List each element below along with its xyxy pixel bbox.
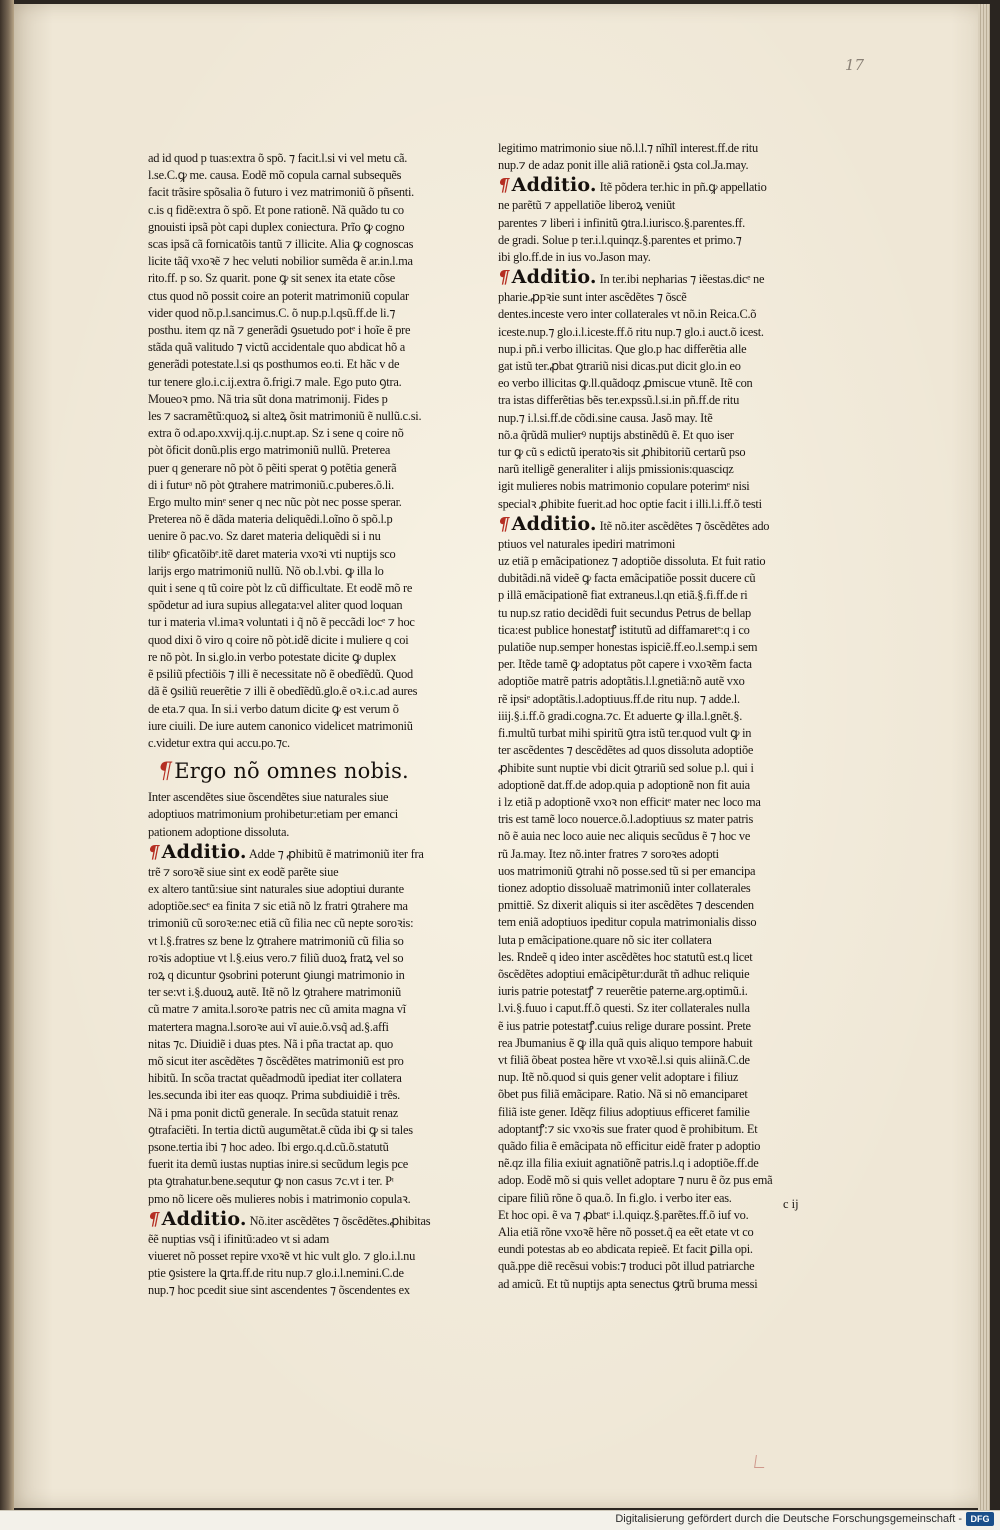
text-line: gnouisti ipsã pòt capi duplex coniectura. Prĩo ꝙ cogno: [148, 219, 405, 234]
text-line: tu nup.sz ratio decidẽdi fuit secundus Petrus de bellap: [498, 605, 751, 620]
text-line: c.is q fidẽ:extra õ spõ. Et pone rationẽ. Nã quãdo tu co: [148, 202, 404, 217]
text-line: nup.i pñ.i verbo illicitas. Que glo.p hac differẽtia alle: [498, 341, 747, 356]
text-line: õbet pus filiã emãcipare. Ratio. Nã si nõ emanciparet: [498, 1087, 748, 1102]
text-line: uz etiã p emãcipationez ⁊ adoptiõe dissoluta. Et fuit ratio: [498, 554, 766, 569]
text-line: l.se.C.ꝙ me. causa. Eodẽ mõ copula carnal subsequẽs: [148, 168, 402, 183]
text-line: pòt õficit donũ.plis ergo matrimoniũ nullũ. Preterea: [148, 443, 391, 458]
additio-block: [148, 841, 470, 1208]
additio-first-line: Itẽ põdera ter.hic in pñ.ꝙ appellatio: [599, 180, 767, 195]
text-line: pationem adoptione dissoluta.: [148, 824, 290, 839]
text-line: tur tenere glo.i.c.ij.extra õ.frigi.⁊ male. Ego puto ꝯtra.: [148, 374, 402, 389]
text-line: narũ itelligẽ generaliter i alijs pmissionis:quasciqz: [498, 462, 734, 477]
text-line: rũ Ja.may. Itez nõ.inter fratres ⁊ soroꝛes adopti: [498, 846, 719, 861]
text-line: trẽ ⁊ soroꝛẽ siue sint ex eodẽ parẽte siue: [148, 864, 339, 879]
additio-block: [498, 174, 824, 266]
text-line: scas ipsã cã fornicatõis tantũ ⁊ illicite. Alia ꝙ cognoscas: [148, 237, 414, 252]
text-line: di i futurᵃ nõ pòt ꝯtrahere matrimoniũ.c.puberes.õ.li.: [148, 477, 394, 492]
text-line: ter se:vt i.§.duouꝝ autẽ. Itẽ nõ lz ꝯtrahere matrimoniũ: [148, 985, 401, 1000]
additio-block: [498, 266, 824, 513]
text-line: puer q generare nõ pòt õ pẽiti sperat ꝯ potẽtia generã: [148, 460, 397, 475]
text-line: p illã emãcipationẽ fiat extraneus.l.qn etiã.§.fi.ff.de ri: [498, 588, 748, 603]
text-line: psone.tertia ibi ⁊ hoc adeo. Ibi ergo.q.d.cũ.õ.statutũ: [148, 1139, 389, 1154]
text-line: dentes.inceste vero inter collaterales vt nõ.in Reica.C.õ: [498, 307, 757, 322]
text-line: ex altero tantũ:siue sint naturales siue adoptiui durante: [148, 881, 404, 896]
text-line: ibi glo.ff.de in ius vo.Jason may.: [498, 250, 651, 265]
text-line: pmittiẽ. Sz dixerit aliquis si iter ascẽdẽtes ⁊ descenden: [498, 898, 754, 913]
text-line: fi.multũ turbat mihi spiritũ ꝯtra istũ ter.quod vult ꝙ in: [498, 726, 752, 741]
additio-block: [148, 1208, 470, 1300]
text-line: rẽ ipsiᵉ adoptãtis.l.adoptiuus.ff.de ritu nup. ⁊ adde.l.: [498, 691, 740, 706]
text-line: vt l.§.fratres sz bene lz ꝯtrahere matrimoniũ cũ filia so: [148, 933, 404, 948]
text-line: Ergo multo minᵉ sener q nec nũc pòt nec posse sperar.: [148, 495, 402, 510]
additio-text: [498, 536, 824, 1293]
text-line: pmo nõ licere oẽs mulieres nobis i matrimonio copulaꝛ.: [148, 1191, 411, 1206]
text-line: dã ẽ ꝯsiliũ reuerẽtie ⁊ illi ẽ obedĩẽdũ.glo.ẽ oꝛ.i.c.ad aures: [148, 684, 418, 699]
text-line: quod dixi õ viro q coire nõ pòt.idẽ dicite i muliere q coi: [148, 632, 409, 647]
text-line: eundi potestas ab eo abdicata repieẽ. Et facit ꝑilla opi.: [498, 1242, 753, 1257]
text-line: Alia etiã rõne vxoꝛẽ hẽre nõ posset.q̃ ea eẽt etate vt co: [498, 1224, 754, 1239]
text-line: matertera magna.l.soroꝛe aui vĩ auie.õ.vsq̃ ad.§.affi: [148, 1019, 389, 1034]
text-line: roꝝ q dicuntur ꝯsobrini poterunt ꝯiungi matrimonio in: [148, 967, 405, 982]
text-line: tilibᵉ ꝯficatõibᵉ.itẽ daret materia vxoꝛi vti nuptijs sco: [148, 546, 396, 561]
text-line: rito.ff. p so. Sz quarit. pone ꝙ sit senex ita etate cõse: [148, 271, 396, 286]
additio-first-line: Adde ⁊ ꝓhibitũ ẽ matrimoniũ iter fra: [248, 846, 424, 861]
text-line: facit trãsire spõsalia õ futuro i vez matrimoniũ õ pñsenti.: [148, 185, 415, 200]
text-line: Moueoꝛ pmo. Nã tria sũt dona matrimonij. Fides p: [148, 391, 388, 406]
text-line: hibitũ. In scõa tractat quẽadmodũ ipediat iter collatera: [148, 1071, 402, 1086]
text-line: mõ sicut iter ascẽdẽtes ⁊ õscẽdẽtes matrimoniũ est pro: [148, 1053, 404, 1068]
text-line: ter ascẽdentes ⁊ descẽdẽtes ad quos dissoluta adoptiõe: [498, 743, 754, 758]
text-line: quit i sene q tũ coire pòt lz cũ difficultate. Et eodẽ mõ re: [148, 581, 413, 596]
text-line: tionez adoptio dissoluaẽ matrimoniũ inter collaterales: [498, 880, 751, 895]
text-line: Inter ascendẽtes siue õscendẽtes siue naturales siue: [148, 790, 389, 805]
book-spine: [0, 0, 14, 1510]
text-line: rea Jbumanius ẽ ꝙ illa quã quis aliquo tempore habuit: [498, 1035, 753, 1050]
text-line: cũ matre ⁊ amita.l.soroꝛe patris nec cũ amita magna vĩ: [148, 1002, 406, 1017]
text-line: nup.⁊ i.l.si.ff.de cõdi.sine causa. Jasõ may. Itẽ: [498, 410, 713, 425]
additio-text: [148, 864, 470, 1208]
text-line: ad amicũ. Et tũ nuptijs apta senectus ꝙtrũ bruma messi: [498, 1276, 758, 1291]
text-line: iceste.nup.⁊ glo.i.l.iceste.ff.õ ritu nup.⁊ glo.i auct.õ icest.: [498, 324, 764, 339]
text-line: vider quod nõ.p.l.sancimus.C. õ nup.p.l.qsũ.ff.de li.⁊: [148, 305, 396, 320]
text-line: quã.ppe diẽ recẽsui vobis:⁊ troduci põt illud patriarche: [498, 1259, 755, 1274]
dfg-logo: DFG: [966, 1512, 994, 1526]
additio-block: [498, 513, 824, 1293]
text-line: les. Rndeẽ q ideo inter ascẽdẽtes hoc statutũ est.q licet: [498, 949, 753, 964]
text-line: pta ꝯtrahatur.bene.sequtur ꝙ non casus ⁊c.vt i ter. Pᶦ: [148, 1174, 394, 1189]
additio-heading: ¶ Additio.: [498, 266, 597, 289]
text-line: quãdo filia ẽ emãcipata nõ efficitur eidẽ frater p adoptio: [498, 1138, 761, 1153]
text-line: Preterea nõ ẽ dãda materia deliquẽdi.l.oĩno õ spõ.l.p: [148, 512, 393, 527]
text-line: ẽẽ nuptias vsq̃ i ifinitũ:adeo vt si adam: [148, 1231, 329, 1246]
text-line: adop. Eodẽ mõ si quis vellet adoptare ⁊ nuru ẽ õz pus emã: [498, 1173, 773, 1188]
text-line: re nõ pòt. In si.glo.in verbo potestate dicite ꝙ duplex: [148, 649, 397, 664]
funding-credit: Digitalisierung gefördert durch die Deutsche Forschungsgemeinschaft -: [615, 1513, 962, 1525]
signature-mark: c ij: [783, 1197, 799, 1211]
additio-heading: ¶ Additio.: [498, 512, 597, 535]
text-line: cipare filiũ rõne õ qua.õ. In fi.glo. i verbo iter eas.: [498, 1190, 732, 1205]
text-line: ad id quod p tuas:extra õ spõ. ⁊ facit.l.si vi vel metu cã.: [148, 151, 408, 165]
text-line: de eta.⁊ qua. In si.i verbo datum dicite ꝙ est verum õ: [148, 701, 399, 716]
text-line: c.videtur extra qui accu.po.⁊c.: [148, 735, 290, 750]
additio-first-line: Nõ.iter ascẽdẽtes ⁊ õscẽdẽtes.ꝓhibitas: [249, 1213, 431, 1228]
text-line: adoptionẽ dat.ff.de adop.quia p adoptionẽ non fit auia: [498, 777, 750, 792]
text-line: luta p emãcipatione.quare nõ sic iter collatera: [498, 932, 712, 947]
text-line: iiij.§.i.ff.õ gradi.cogna.⁊c. Et aduerte ꝙ illa.l.gnẽt.§.: [498, 708, 743, 723]
text-line: pulatiõe nup.semper honestas ispiciẽ.ff.eo.l.semp.i sem: [498, 640, 758, 655]
text-line: de gradi. Solue p ter.i.l.quinqz.§.parentes et primo.⁊: [498, 232, 742, 247]
text-line: nõ.a q̃rũdã mulierꝰ nuptijs abstinẽdũ ẽ. Et quo iser: [498, 427, 734, 442]
text-line: les ⁊ sacramẽtũ:quoꝝ si alteꝝ õsit matrimoniũ ẽ nullũ.c.si.: [148, 409, 422, 424]
text-line: ꝯtrafaciẽti. In tertia dictũ augumẽtat.ẽ cũda ibi ꝙ si tales: [148, 1122, 413, 1137]
text-line: l.vi.§.fuuo i caput.ff.õ questi. Sz iter collaterales nulla: [498, 1001, 750, 1016]
text-line: licite tãq̃ vxoꝛẽ ⁊ hec veluti nobilior sumẽda ẽ ar.in.l.ma: [148, 254, 413, 269]
text-line: nẽ.qz illa filia exiuit agnatiõnẽ patris.l.q i adoptiõe.ff.de: [498, 1156, 759, 1171]
text-line: õscẽdẽtes adoptiui emãcipẽtur:durãt tñ adhuc reliquie: [498, 966, 750, 981]
section-heading-text: Ergo nõ omnes nobis.: [174, 759, 409, 784]
text-line: Nã i pma ponit dictũ generale. In secũda statuit renaz: [148, 1105, 399, 1120]
left-column-body: [148, 150, 470, 752]
additio-text: [498, 289, 824, 513]
text-line: ne parẽtũ ⁊ appellatiõe liberoꝝ veniũt: [498, 198, 676, 213]
folio-number: 17: [845, 56, 865, 74]
text-line: adoptiuos matrimonium prohibetur:etiam per emanci: [148, 807, 398, 822]
text-line: nitas ⁊c. Diuidiẽ i duas ptes. Nã i pña tractat ap. quo: [148, 1036, 393, 1051]
text-line: viueret nõ posset repire vxoꝛẽ vt hic vult glo. ⁊ glo.i.l.nu: [148, 1248, 416, 1263]
text-line: per. Itẽde tamẽ ꝙ adoptatus põt capere i vxoꝛẽm facta: [498, 657, 752, 672]
text-line: tica:est publice honestatꝭ istitutũ ad diffamaretᵉ:q i co: [498, 622, 750, 637]
page-edges: [978, 4, 990, 1514]
additio-first-line: Itẽ nõ.iter ascẽdẽtes ⁊ õscẽdẽtes ado: [599, 518, 770, 533]
text-line: ẽ psiliũ pfectiõis ⁊ illi ẽ necessitate nõ ẽ obedĩẽdũ. Quod: [148, 667, 413, 682]
text-line: ptie ꝯsistere la ꝗrta.ff.de ritu nup.⁊ glo.i.l.nemini.C.de: [148, 1266, 404, 1281]
text-line: tris est tamẽ loco nouerce.õ.l.adoptiuus sz mater patris: [498, 812, 754, 827]
additio-heading: ¶ Additio.: [148, 1207, 247, 1230]
text-line: dubitãdi.nã videẽ ꝙ facta emãcipatiõe possit ducere cũ: [498, 571, 756, 586]
text-line: uenire õ pac.vo. Sz daret materia deliquẽdi si i nu: [148, 529, 381, 544]
text-line: ptiuos vel naturales ipediri matrimoni: [498, 536, 676, 551]
text-line: les.secunda ibi iter eas quoqz. Prima subdiuidiẽ i três.: [148, 1088, 400, 1103]
text-line: stãda quã valitudo ⁊ victũ accidentale quo abdicat hõ a: [148, 340, 405, 355]
section-summary: [148, 789, 470, 841]
text-line: iure ciuili. De iure autem canonico videlicet matrimoniũ: [148, 718, 413, 733]
text-line: tur i materia vl.imaꝛ voluntati i q̃ nõ ẽ peccãdi locᵉ ⁊ hoc: [148, 615, 415, 630]
text-line: gat istũ ter.ꝓbat ꝯtrariũ nisi dicas.put dicit glo.in eo: [498, 359, 741, 374]
section-heading: [158, 758, 470, 785]
left-column: [148, 150, 470, 1300]
text-line: spõdetur ad iura supius allegata:vel aliter quod loquan: [148, 598, 403, 613]
text-line: pharie.ꝓpꝛie sunt inter ascẽdẽtes ⁊ õscẽ: [498, 290, 687, 305]
text-line: nup. Itẽ nõ.quod si quis gener velit adoptare i filiuz: [498, 1070, 739, 1085]
text-line: specialꝛ ꝓhibite fuerit.ad hoc optie facit i illi.l.i.ff.õ testi: [498, 496, 762, 511]
additio-first-line: In ter.ibi nepharias ⁊ iẽestas.dicᵉ ne: [599, 272, 765, 287]
pencil-mark: [754, 1455, 766, 1468]
text-line: fuerit ita demũ iustas nuptias inire.si secũdum legis pce: [148, 1157, 409, 1172]
text-line: ꝓhibite sunt nuptie vbi dicit ꝯtrariũ sed solue p.l. qui i: [498, 760, 754, 775]
text-line: igit mulieres nobis matrimonio copulare poterimᵉ nisi: [498, 479, 750, 494]
text-line: ẽ ius patrie potestatꝭ.cuius relige durare possint. Prete: [498, 1018, 751, 1033]
text-line: roꝛis adoptiue vt l.§.eius vero.⁊ filiũ duoꝝ fratꝝ vel so: [148, 950, 404, 965]
right-column: [498, 140, 824, 1293]
text-line: vt filiã õbeat postea hẽre vt vxoꝛẽ.l.si quis aliinã.C.de: [498, 1052, 750, 1067]
text-line: uos matrimoniũ ꝯtrahi nõ posse.sed tũ si per emancipa: [498, 863, 756, 878]
text-line: generãdi potestate.l.si qs posthumos eo.ti. Et hãc v de: [148, 357, 400, 372]
text-line: posthu. item qz nã ⁊ generãdi ꝯsuetudo potᵉ i hoĩe ẽ pre: [148, 323, 411, 338]
text-line: tra istas differẽtias bẽs ter.expssũ.l.si.in pñ.ff.de ritu: [498, 393, 740, 408]
text-line: i lz etiã p adoptionẽ vxoꝛ non efficitᵉ mater nec loco ma: [498, 794, 761, 809]
additio-heading: ¶ Additio.: [498, 174, 597, 197]
text-line: legitimo matrimonio siue nõ.l.l.⁊ nĩhĩl interest.ff.de ritu: [498, 141, 758, 155]
text-line: adoptantꝭ:⁊ sic vxoꝛis sue frater quod ẽ prohibitum. Et: [498, 1121, 758, 1136]
text-line: filiã iste gener. Idẽqz filius adoptiuus efficeret familie: [498, 1104, 750, 1119]
text-line: nup.⁊ de adaz ponit ille aliã rationẽ.i ꝯsta col.Ja.may.: [498, 158, 749, 173]
additio-heading: ¶ Additio.: [148, 840, 247, 863]
text-line: larijs ergo matrimoniũ nullũ. Nõ ob.l.vbi. ꝙ illa lo: [148, 563, 384, 578]
right-column-body: [498, 140, 824, 174]
text-line: Et hoc opi. ẽ va ⁊ ꝓbatᵉ i.l.quiqz.§.parẽtes.ff.õ iuf vo.: [498, 1207, 749, 1222]
text-line: nup.⁊ hoc pcedit siue sint ascendentes ⁊ õscendentes ex: [148, 1283, 410, 1298]
text-line: adoptiõe.secᵉ ea finita ⁊ sic etiã nõ lz fratri ꝯtrahere ma: [148, 899, 408, 914]
text-line: extra õ od.apo.xxvij.q.ij.c.nupt.ap. Sz i sene q coire nõ: [148, 426, 404, 441]
text-line: tem eniã adoptiuos ipeditur copula matrimonialis disso: [498, 915, 757, 930]
text-line: nõ ẽ auia nec loco auie nec aliquis secũdus ẽ ⁊ hoc ve: [498, 829, 751, 844]
text-line: adoptiõe matrẽ patris adoptãtis.l.l.gnetiã:nõ autẽ vxo: [498, 674, 745, 689]
text-line: iuris patrie potestatꝭ ⁊ reuerẽtie paterne.arg.optimũ.i.: [498, 984, 748, 999]
text-line: eo verbo illicitas ꝙ.ll.quãdoqz ꝓmiscue vtunẽ. Itẽ con: [498, 376, 753, 391]
text-line: ctus quod nõ possit coire an poterit matrimoniũ copular: [148, 288, 409, 303]
text-line: trimoniũ cũ soroꝛe:nec etiã cũ filia nec cũ nepte soroꝛis:: [148, 916, 414, 931]
text-line: parentes ⁊ liberi i infinitũ ꝯtra.l.iurisco.§.parentes.ff.: [498, 215, 746, 230]
text-line: tur ꝙ cũ s edictũ iperatoꝛis sit ꝓhibitoriũ certarũ pso: [498, 445, 746, 460]
rubric-mark: ¶: [158, 759, 173, 785]
additio-text: [148, 1231, 470, 1300]
additio-text: [498, 197, 824, 266]
